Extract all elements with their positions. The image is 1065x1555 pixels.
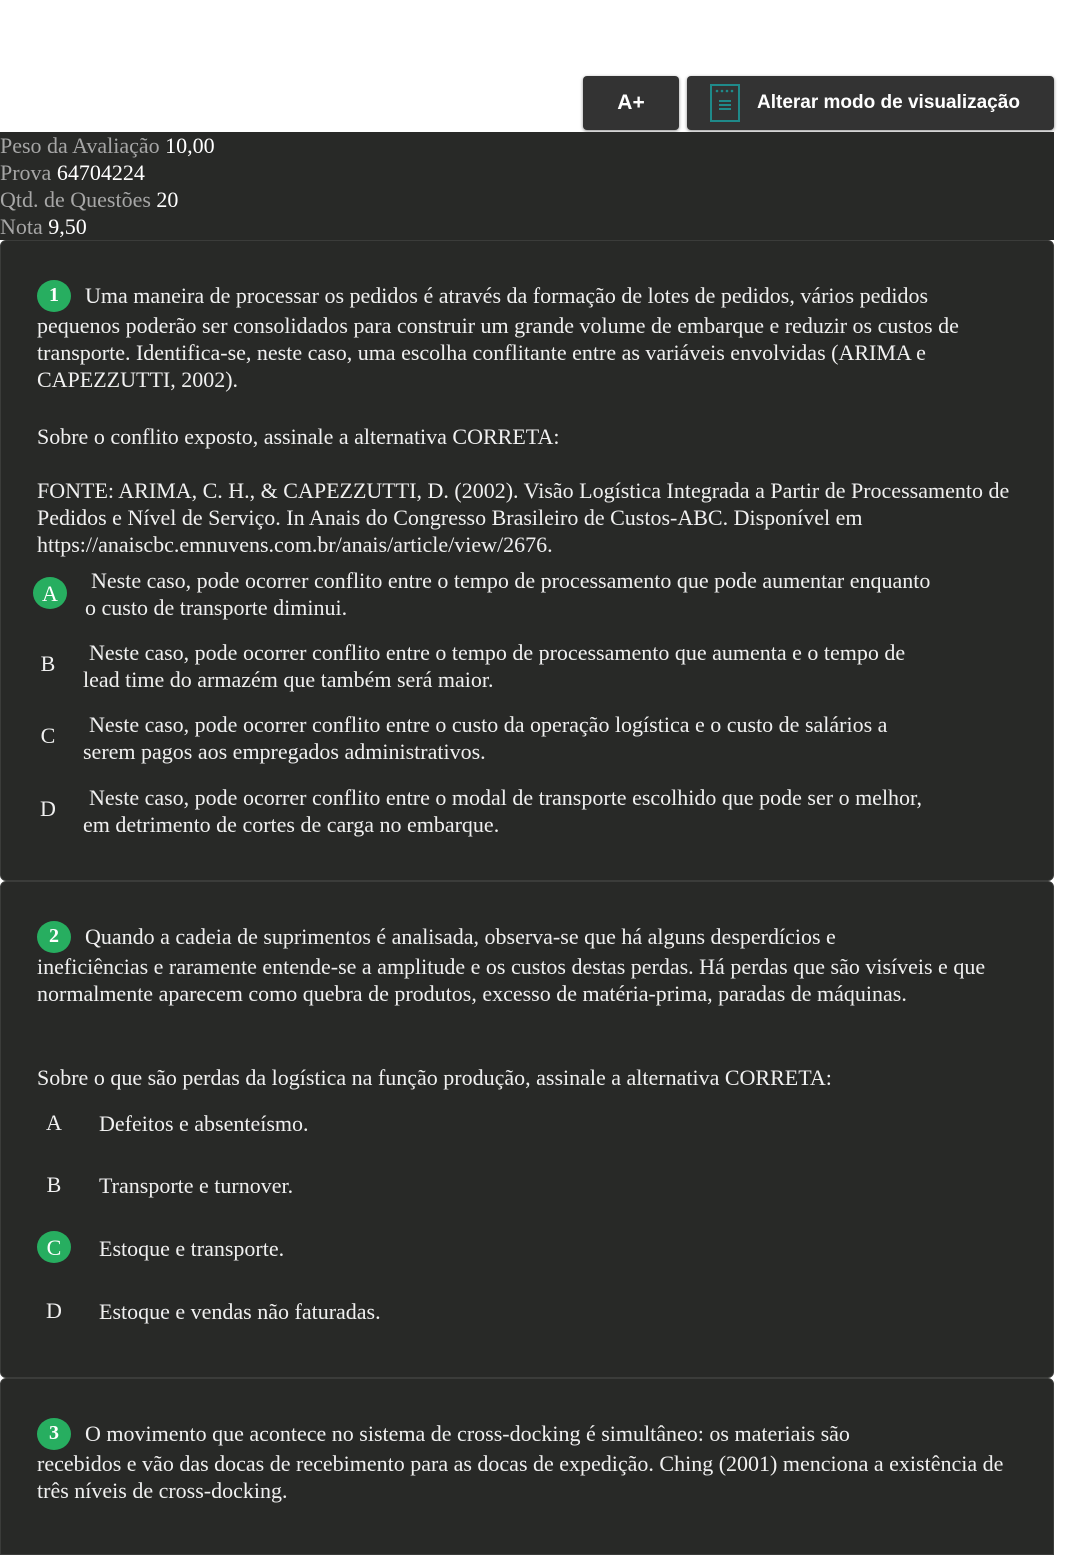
question-text-rest: ineficiências e raramente entende-se a amplitude e os custos destas perdas. Há perdas que são visíveis e que normalmente aparecem como quebra de produtos, excesso de matéria-prima, paradas de máquinas. — [37, 953, 986, 1006]
question-number-badge: 1 — [37, 280, 71, 312]
option-b[interactable] — [1, 639, 1041, 699]
option-a[interactable] — [1, 1102, 1041, 1142]
question-number-badge: 3 — [37, 1418, 71, 1450]
option-text: Estoque e vendas não faturadas. — [99, 1299, 381, 1324]
question-number-badge: 2 — [37, 921, 71, 953]
exam-label: Prova — [0, 160, 52, 185]
option-letter: A — [46, 1109, 62, 1135]
questions-value: 20 — [156, 187, 179, 212]
question-text-rest: recebidos e vão das docas de recebimento para as docas de expedição. Ching (2001) menciona a existência de três níveis de cross-docking. — [37, 1450, 1004, 1503]
option-text: Estoque e transporte. — [99, 1236, 285, 1261]
option-c[interactable] — [1, 1229, 1041, 1269]
questions-label: Qtd. de Questões — [0, 187, 151, 212]
weight-row — [0, 132, 1054, 159]
question-card-3 — [0, 1378, 1054, 1555]
option-b[interactable] — [1, 1166, 1041, 1206]
option-d[interactable] — [1, 784, 1041, 844]
option-letter: B — [40, 650, 56, 676]
option-text-line2: o custo de transporte diminui. — [85, 595, 348, 620]
option-text-line1: Neste caso, pode ocorrer conflito entre o custo da operação logística e o custo de salários a — [89, 712, 888, 737]
question-prompt: Sobre o conflito exposto, assinale a alternativa CORRETA: — [37, 424, 560, 449]
option-text-line1: Neste caso, pode ocorrer conflito entre o tempo de processamento que aumenta e o tempo de — [89, 640, 906, 665]
document-view-icon — [709, 84, 741, 122]
option-text-line2: serem pagos aos empregados administrativos. — [83, 739, 486, 764]
grade-value: 9,50 — [48, 214, 87, 239]
weight-value: 10,00 — [165, 133, 215, 158]
weight-label: Peso da Avaliação — [0, 133, 160, 158]
exam-summary — [0, 132, 1054, 240]
exam-value: 64704224 — [56, 160, 145, 185]
grade-label: Nota — [0, 214, 43, 239]
view-mode-label: Alterar modo de visualização — [757, 92, 1020, 113]
question-text-line1: O movimento que acontece no sistema de cross-docking é simultâneo: os materiais são — [85, 1421, 850, 1446]
option-letter: B — [46, 1171, 62, 1197]
grade-row — [0, 213, 1054, 240]
view-mode-button[interactable] — [687, 76, 1054, 130]
question-text — [37, 282, 1027, 393]
option-c[interactable] — [1, 711, 1041, 771]
option-d[interactable] — [1, 1292, 1041, 1332]
question-text-line1: Quando a cadeia de suprimentos é analisada, observa-se que há alguns desperdícios e — [85, 924, 836, 949]
option-letter-correct: C — [37, 1231, 71, 1263]
questions-row — [0, 186, 1054, 213]
question-text — [37, 923, 1027, 1007]
question-source: FONTE: ARIMA, C. H., & CAPEZZUTTI, D. (2002). Visão Logística Integrada a Partir de Processamento de Pedidos e Nível de Serviço. In Anais do Congresso Brasileiro de Custos-ABC. Disponível em https://anaiscbc.emnuvens.com.br/anais/article/view/2676. — [37, 478, 1010, 557]
option-letter: D — [40, 795, 56, 821]
font-increase-button[interactable]: A+ — [583, 76, 679, 130]
question-prompt: Sobre o que são perdas da logística na função produção, assinale a alternativa CORRETA: — [37, 1065, 832, 1090]
option-text-line1: Neste caso, pode ocorrer conflito entre o tempo de processamento que pode aumentar enquanto — [91, 568, 931, 593]
option-text-line1: Neste caso, pode ocorrer conflito entre o modal de transporte escolhido que pode ser o melhor, — [89, 785, 923, 810]
option-letter: D — [46, 1297, 62, 1323]
option-letter-correct: A — [33, 577, 67, 609]
question-card-2 — [0, 881, 1054, 1378]
option-text: Defeitos e absenteísmo. — [99, 1111, 309, 1136]
question-text — [37, 1420, 1027, 1504]
option-letter: C — [40, 722, 56, 748]
option-text-line2: lead time do armazém que também será maior. — [83, 667, 494, 692]
toolbar — [583, 76, 1055, 132]
option-text-line2: em detrimento de cortes de carga no embarque. — [83, 812, 500, 837]
exam-row — [0, 159, 1054, 186]
option-text: Transporte e turnover. — [99, 1173, 294, 1198]
question-card-1 — [0, 240, 1054, 881]
question-text-line1: Uma maneira de processar os pedidos é através da formação de lotes de pedidos, vários pedidos — [85, 283, 929, 308]
question-text-rest: pequenos poderão ser consolidados para construir um grande volume de embarque e reduzir os custos de transporte. Identifica-se, neste caso, uma escolha conflitante entre as variáveis envolvidas (ARIMA e CAPEZZUTTI, 2002). — [37, 312, 959, 392]
option-a[interactable] — [1, 567, 1041, 627]
